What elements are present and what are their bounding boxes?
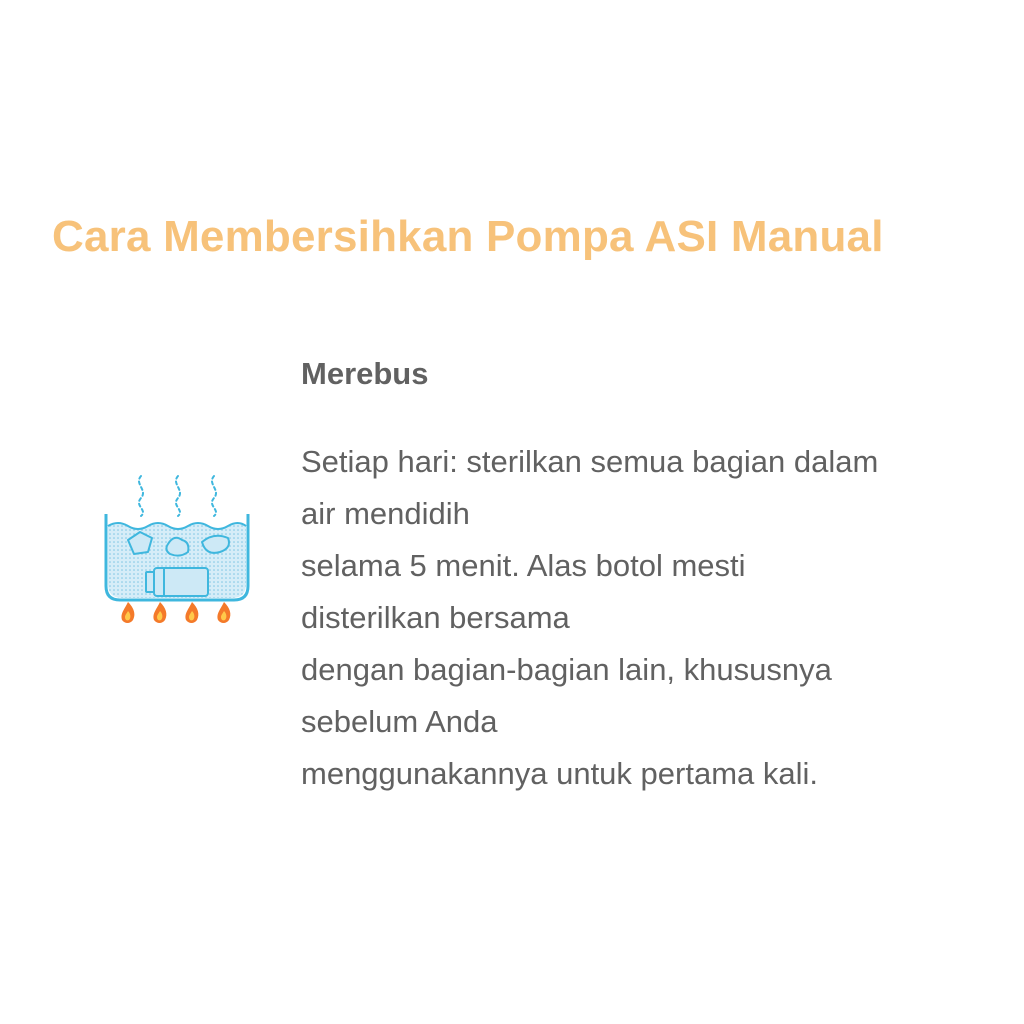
bottle-icon bbox=[146, 568, 208, 596]
steam-icon bbox=[139, 476, 216, 516]
boiling-pot-icon bbox=[96, 468, 256, 628]
page-title: Cara Membersihkan Pompa ASI Manual bbox=[52, 212, 884, 261]
step-line: air mendidih bbox=[301, 496, 470, 531]
step-line: disterilkan bersama bbox=[301, 600, 570, 635]
flame-icon bbox=[121, 602, 230, 623]
step-heading: Merebus bbox=[301, 356, 429, 391]
step-line: selama 5 menit. Alas botol mesti bbox=[301, 548, 746, 583]
step-line: menggunakannya untuk pertama kali. bbox=[301, 756, 818, 791]
step-line: Setiap hari: sterilkan semua bagian dalam bbox=[301, 444, 879, 479]
step-section bbox=[301, 352, 991, 800]
step-line: sebelum Anda bbox=[301, 704, 498, 739]
step-description bbox=[301, 436, 991, 800]
step-line: dengan bagian-bagian lain, khususnya bbox=[301, 652, 832, 687]
